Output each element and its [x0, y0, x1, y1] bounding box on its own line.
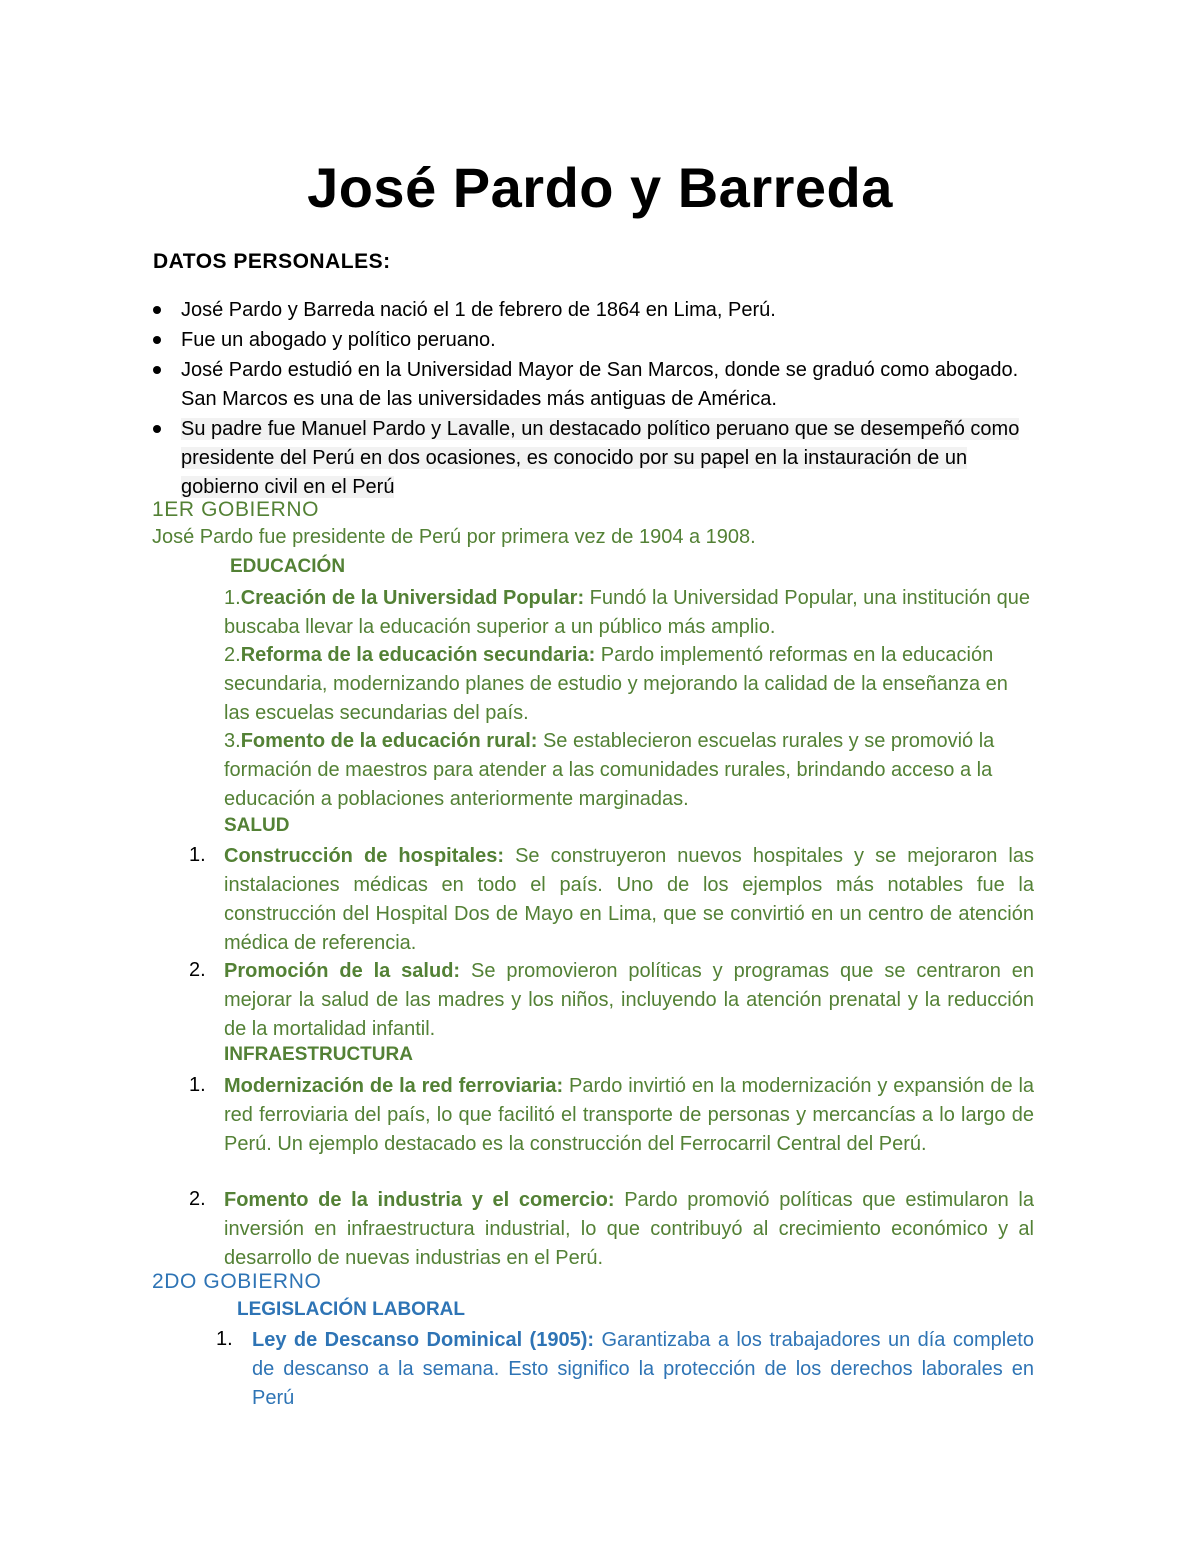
infraestructura-heading: INFRAESTRUCTURA: [224, 1044, 413, 1065]
educacion-heading: EDUCACIÓN: [230, 556, 346, 577]
datos-personales-heading: DATOS PERSONALES:: [153, 250, 391, 273]
gobierno2-heading: 2DO GOBIERNO: [152, 1270, 322, 1293]
bullet-icon: [153, 366, 161, 374]
list-number: 2.: [189, 959, 206, 981]
list-number: 1.: [216, 1328, 233, 1350]
list-item: Su padre fue Manuel Pardo y Lavalle, un destacado político peruano que se desempeñó como presidente del Perú en dos ocasiones, es conocido por su papel en la instauración de un gobierno civil en el Perú: [152, 415, 1032, 502]
salud-item-1: Construcción de hospitales: Se construyeron nuevos hospitales y se mejoraron las instalaciones médicas en todo el país. Uno de los ejemplos más notables fue la construcción del Hospital Dos de Mayo en Lima, que se convirtió en un centro de atención médica de referencia.: [224, 845, 1034, 954]
bullet-icon: [153, 336, 161, 344]
infra-item-2: Fomento de la industria y el comercio: Pardo promovió políticas que estimularon la inversión en infraestructura industrial, lo que contribuyó al crecimiento económico y al desarrollo de nuevas industrias en el Perú.: [224, 1189, 1035, 1269]
document-title: José Pardo y Barreda: [307, 156, 893, 219]
datos-list: [152, 296, 1032, 503]
educacion-item-1: 1.Creación de la Universidad Popular: Fundó la Universidad Popular, una institución que buscaba llevar la educación superior a un público más amplio.: [224, 587, 1030, 638]
educacion-item-3: 3.Fomento de la educación rural: Se establecieron escuelas rurales y se promovió la formación de maestros para atender a las comunidades rurales, brindando acceso a la educación a poblaciones anteriormente marginadas.: [224, 730, 995, 810]
list-item: Fue un abogado y político peruano.: [152, 326, 1032, 355]
gobierno1-intro: José Pardo fue presidente de Perú por primera vez de 1904 a 1908.: [152, 526, 756, 548]
salud-heading: SALUD: [224, 815, 290, 836]
list-item: José Pardo estudió en la Universidad Mayor de San Marcos, donde se graduó como abogado. San Marcos es una de las universidades más antiguas de América.: [152, 356, 1032, 414]
list-number: 1.: [189, 844, 206, 866]
salud-item-2: Promoción de la salud: Se promovieron políticas y programas que se centraron en mejorar la salud de las madres y los niños, incluyendo la atención prenatal y la reducción de la mortalidad infantil.: [224, 960, 1034, 1040]
list-item: José Pardo y Barreda nació el 1 de febrero de 1864 en Lima, Perú.: [152, 296, 1032, 325]
bullet-icon: [153, 306, 161, 314]
gobierno1-heading: 1ER GOBIERNO: [152, 498, 320, 521]
list-number: 2.: [189, 1188, 206, 1210]
educacion-item-2: 2.Reforma de la educación secundaria: Pardo implementó reformas en la educación secundaria, modernizando planes de estudio y mejorando la calidad de la enseñanza en las escuelas secundarias del país.: [224, 644, 1008, 724]
legislacion-laboral-heading: LEGISLACIÓN LABORAL: [237, 1299, 465, 1320]
infra-item-1: Modernización de la red ferroviaria: Pardo invirtió en la modernización y expansión de la red ferroviaria del país, lo que facilitó el transporte de personas y mercancías a lo largo de Perú. Un ejemplo destacado es la construcción del Ferrocarril Central del Perú.: [224, 1075, 1035, 1155]
list-number: 1.: [189, 1074, 206, 1096]
bullet-icon: [153, 425, 161, 433]
laboral-item-1: Ley de Descanso Dominical (1905): Garantizaba a los trabajadores un día completo de descanso a la semana. Esto significo la protección de los derechos laborales en Perú: [252, 1329, 1034, 1409]
